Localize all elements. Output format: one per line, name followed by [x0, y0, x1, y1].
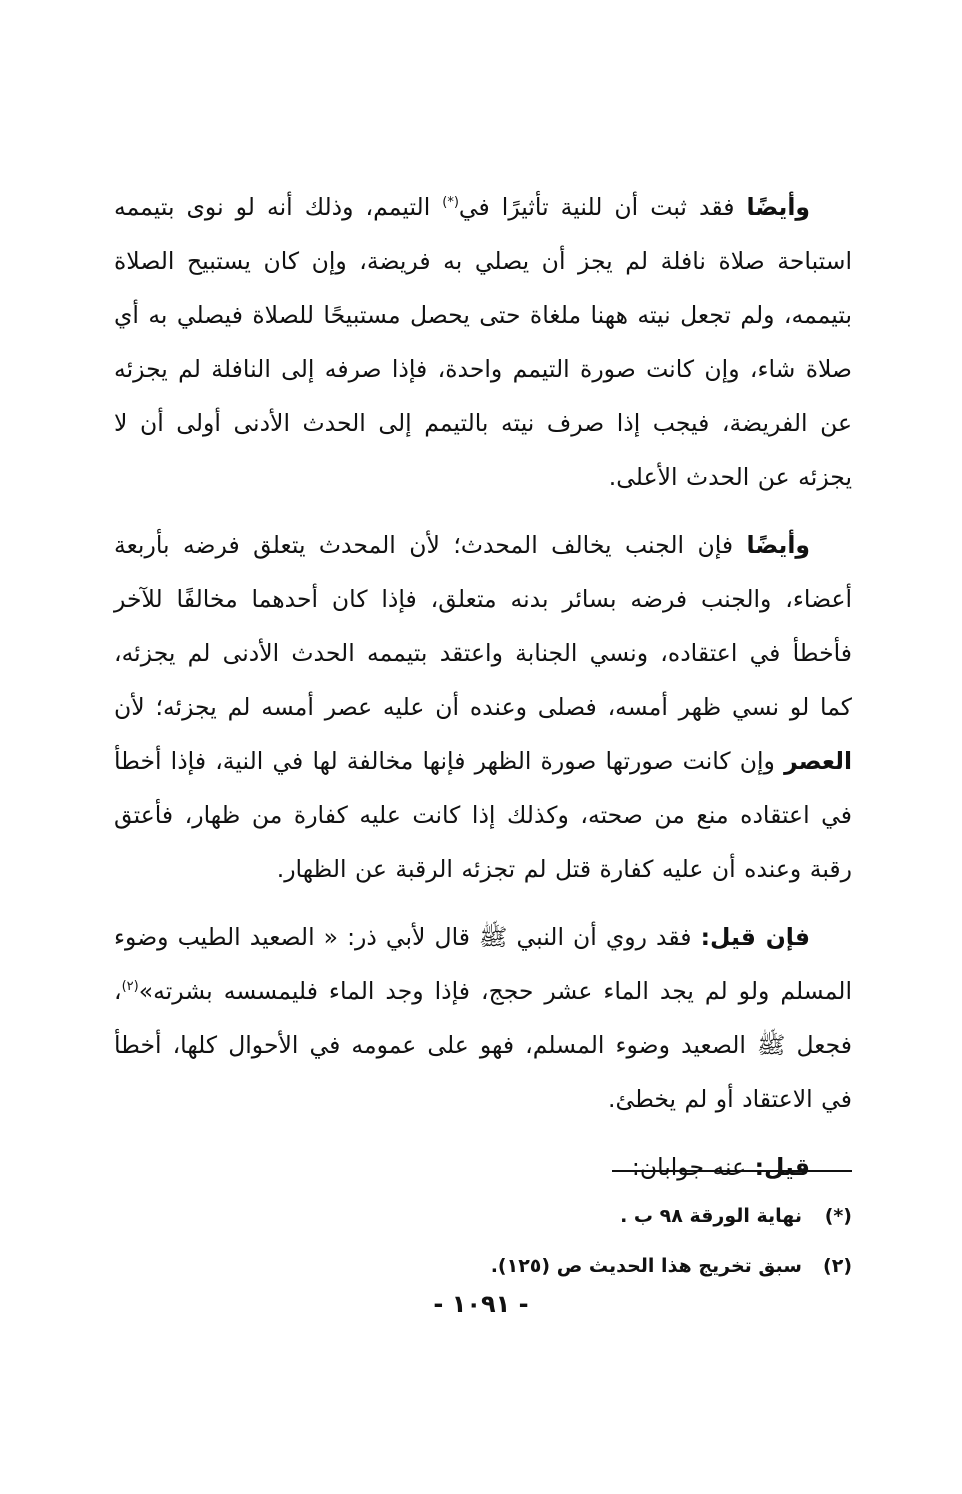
paragraph-2 [114, 518, 852, 896]
paragraph-1 [114, 180, 852, 504]
paragraph-4 [114, 1140, 852, 1194]
paragraph-4-lead: قيل: [754, 1153, 810, 1181]
footnote-2-marker: (٢) [823, 1255, 852, 1277]
paragraph-2-text-b: وإن كانت صورتها صورة الظهر فإنها مخالفة لها في النية، فإذا أخطأ في اعتقاده منع من صحته، وكذلك إذا كانت عليه كفارة من ظهار، فأعتق رقبة وعنده أن عليه كفارة قتل لم تجزئه الرقبة عن الظهار. [114, 747, 852, 883]
footnote-1-marker: (*) [824, 1205, 852, 1227]
paragraph-3-text-a: فقد روي أن النبي ﷺ قال لأبي ذر: « الصعيد الطيب وضوء المسلم ولو لم يجد الماء عشر حجج، فإذا وجد الماء فليمسسه بشرته» [114, 923, 852, 1005]
main-text-block [114, 180, 852, 1208]
paragraph-1-text-a: فقد ثبت أن للنية تأثيرًا في [458, 193, 747, 221]
paragraph-1-lead: وأيضًا [746, 193, 810, 221]
paragraph-2-lead: وأيضًا [746, 531, 810, 559]
footnote-divider [612, 1170, 852, 1172]
footnote-ref-2: (٢) [121, 979, 139, 995]
paragraph-3-text-b: ، فجعل ﷺ الصعيد وضوء المسلم، فهو على عمومه في الأحوال كلها، أخطأ في الاعتقاد أو لم يخطئ. [114, 977, 852, 1113]
footnote-ref-star: (*) [442, 195, 459, 211]
page-number: - ١٠٩١ - [433, 1290, 529, 1318]
footnote-2 [114, 1250, 852, 1282]
paragraph-2-text-a: فإن الجنب يخالف المحدث؛ لأن المحدث يتعلق فرضه بأربعة أعضاء، والجنب فرضه بسائر بدنه متعلق، فإذا كان أحدهما مخالفًا للآخر فأخطأ في اعتقاده، ونسي الجنابة واعتقد بتيممه الحدث الأدنى لم يجزئه، كما لو نسي ظهر أمسه، فصلى وعنده أن عليه عصر أمسه لم يجزئه؛ لأن [114, 531, 852, 721]
paragraph-1-text-b: التيمم، وذلك أنه لو نوى بتيممه استباحة صلاة نافلة لم يجز أن يصلي به فريضة، وإن كان يستبيح الصلاة بتيممه، ولم تجعل نيته ههنا ملغاة حتى يحصل مستبيحًا للصلاة فيصلي به أي صلاة شاء، وإن كانت صورة التيمم واحدة، فإذا صرفه إلى النافلة لم يجزئه عن الفريضة، فيجب إذا صرف نيته بالتيمم إلى الحدث الأدنى أولى أن لا يجزئه عن الحدث الأعلى. [114, 193, 852, 491]
paragraph-3 [114, 910, 852, 1126]
paragraph-3-lead: فإن قيل: [700, 923, 810, 951]
footnote-2-text: سبق تخريج هذا الحديث ص (١٢٥). [490, 1255, 802, 1277]
footnotes-section [114, 1200, 852, 1300]
paragraph-2-bold-word: العصر [784, 747, 852, 775]
footnote-1-text: نهاية الورقة ٩٨ ب . [620, 1205, 802, 1227]
paragraph-4-text: عنه جوابان: [631, 1153, 755, 1181]
footnote-1 [114, 1200, 852, 1232]
